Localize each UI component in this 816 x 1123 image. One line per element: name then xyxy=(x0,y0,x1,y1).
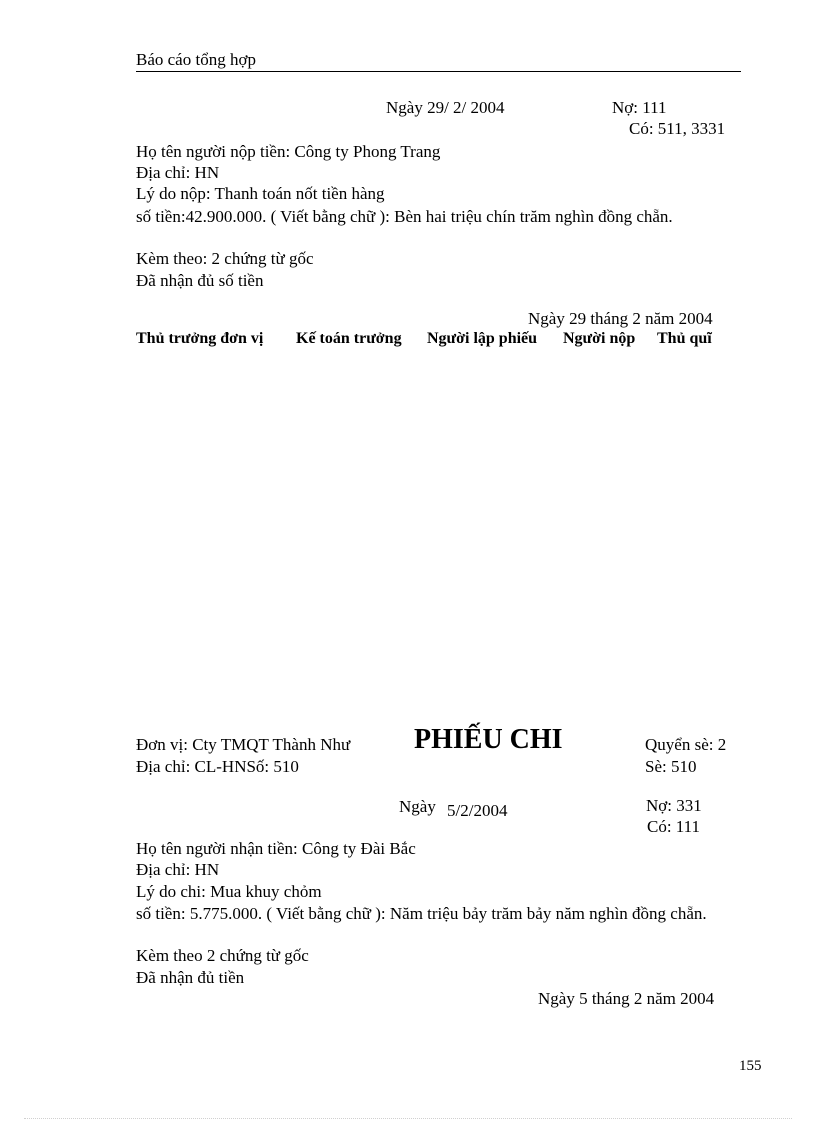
page-header-title: Báo cáo tổng hợp xyxy=(136,50,256,69)
receipt-sign-date: Ngày 29 tháng 2 năm 2004 xyxy=(528,309,713,328)
voucher-credit: Có: 111 xyxy=(647,817,701,836)
voucher-amount: số tiền: 5.775.000. ( Viết bằng chữ ): Năm triệu bảy trăm bảy năm nghìn đồng chẵn. xyxy=(136,904,707,923)
voucher-sign-date: Ngày 5 tháng 2 năm 2004 xyxy=(538,989,715,1008)
receipt-reason: Lý do nộp: Thanh toán nốt tiền hàng xyxy=(136,184,385,203)
voucher-receiver: Họ tên người nhận tiền: Công ty Đài Bắc xyxy=(136,839,416,858)
receipt-amount: số tiền:42.900.000. ( Viết bằng chữ ): Bèn hai triệu chín trăm nghìn đồng chẵn. xyxy=(136,207,673,226)
receipt-payer: Họ tên người nộp tiền: Công ty Phong Trang xyxy=(136,142,441,161)
page-number: 155 xyxy=(739,1058,762,1074)
voucher-received: Đã nhận đủ tiền xyxy=(136,968,245,987)
voucher-unit: Đơn vị: Cty TMQT Thành Như xyxy=(136,735,351,754)
voucher-address: Địa chỉ: HN xyxy=(136,860,220,879)
header-divider xyxy=(136,71,741,72)
voucher-reason: Lý do chi: Mua khuy chỏm xyxy=(136,882,322,901)
receipt-date: Ngày 29/ 2/ 2004 xyxy=(386,98,505,117)
voucher-attached: Kèm theo 2 chứng từ gốc xyxy=(136,946,309,965)
voucher-date-value: 5/2/2004 xyxy=(447,801,508,820)
voucher-debit: Nợ: 331 xyxy=(646,796,702,815)
signature-chief-accountant: Kế toán trưởng xyxy=(296,330,402,347)
receipt-debit: Nợ: 111 xyxy=(612,98,667,117)
voucher-book: Quyển sè: 2 xyxy=(645,735,727,754)
signature-payer: Người nộp xyxy=(563,330,636,347)
voucher-title: PHIẾU CHI xyxy=(414,724,563,755)
signature-preparer: Người lập phiếu xyxy=(427,330,538,347)
footer-dotted-line xyxy=(24,1118,792,1119)
receipt-received: Đã nhận đủ số tiền xyxy=(136,271,264,290)
voucher-number: Sè: 510 xyxy=(645,757,697,776)
receipt-address: Địa chỉ: HN xyxy=(136,163,220,182)
receipt-attached: Kèm theo: 2 chứng từ gốc xyxy=(136,249,314,268)
signature-cashier: Thủ quĩ xyxy=(657,330,712,347)
signature-unit-head: Thủ trưởng đơn vị xyxy=(136,330,264,347)
voucher-address-line: Địa chỉ: CL-HNSố: 510 xyxy=(136,757,299,776)
voucher-date-label: Ngày xyxy=(399,797,436,816)
receipt-credit: Có: 511, 3331 xyxy=(629,119,726,138)
